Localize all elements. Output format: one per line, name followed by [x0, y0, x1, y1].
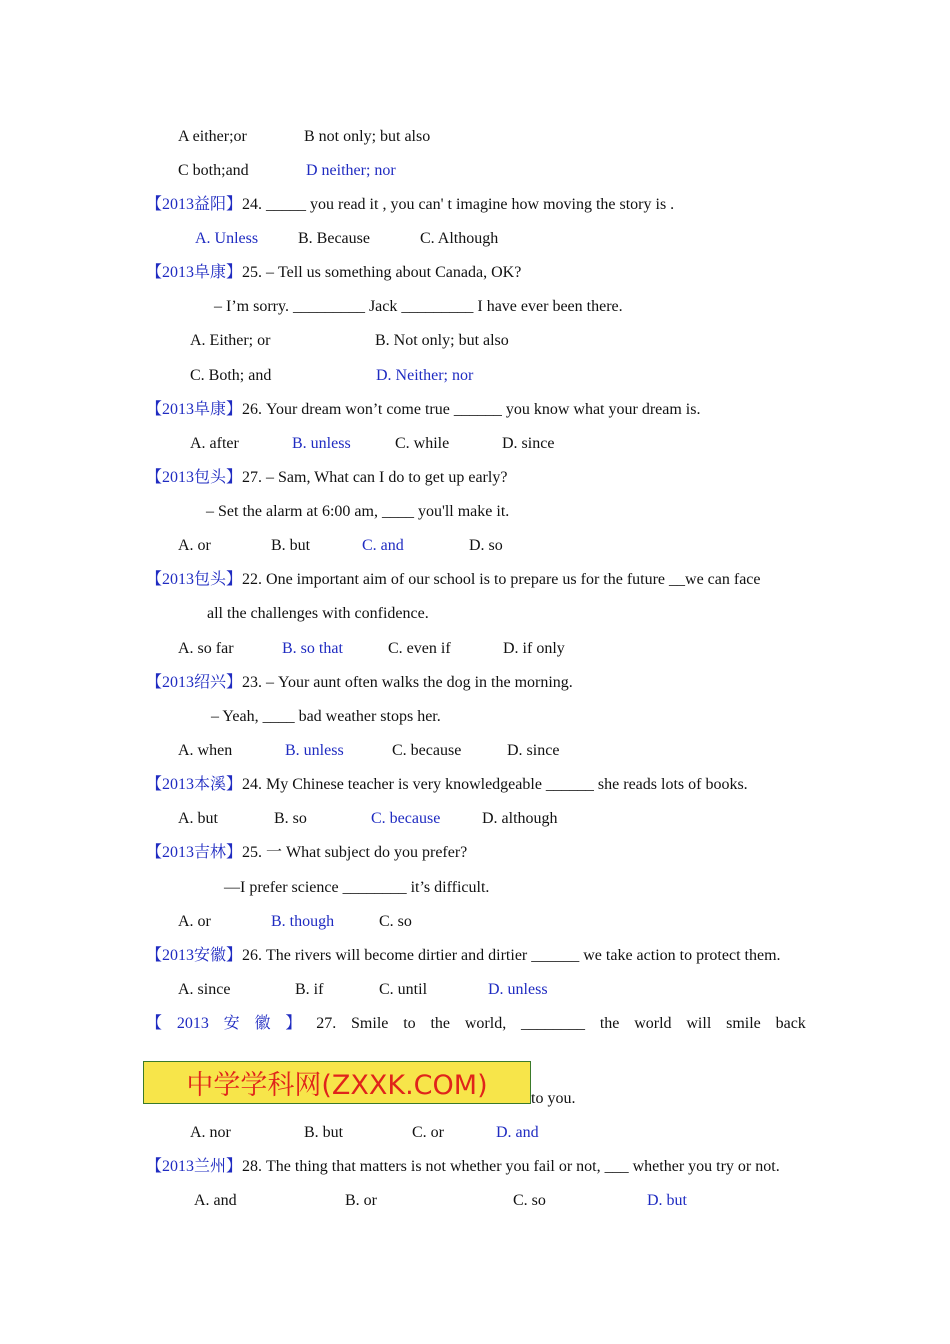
question-text: 25. – Tell us something about Canada, OK?: [242, 264, 522, 281]
option-a-answer: A. Unless: [195, 230, 259, 247]
question-word: world: [634, 1015, 672, 1032]
question-stem: [146, 843, 467, 863]
option-b: B. Because: [298, 230, 370, 247]
option-a: A. and: [194, 1192, 237, 1209]
option-b: B. but: [304, 1124, 344, 1141]
question-stem: [146, 673, 573, 693]
source-tag: 【2013本溪】: [146, 776, 243, 793]
source-tag-char: 安: [223, 1015, 240, 1032]
question-text: 24. My Chinese teacher is very knowledgeable ______ she reads lots of books.: [242, 776, 748, 793]
question-stem: [146, 1157, 780, 1177]
option-b: B. if: [295, 981, 324, 998]
question-blank: ________: [521, 1015, 586, 1032]
question-text: 26. Your dream won’t come true ______ you know what your dream is.: [242, 401, 701, 418]
question-line-2: – Yeah, ____ bad weather stops her.: [211, 708, 441, 725]
question-line-2: – I’m sorry. _________ Jack _________ I have ever been there.: [214, 298, 623, 315]
question-word: back: [775, 1015, 806, 1032]
option-c: C. while: [395, 435, 450, 452]
option-d: D. if only: [503, 640, 565, 657]
question-text: 23. – Your aunt often walks the dog in the morning.: [242, 674, 573, 691]
source-tag: 【2013包头】: [146, 469, 243, 486]
option-c: C both;and: [178, 162, 249, 179]
option-a: A. but: [178, 810, 218, 827]
question-stem: [146, 946, 781, 966]
question-line-2: all the challenges with confidence.: [207, 605, 429, 622]
source-tag: 【2013包头】: [146, 571, 243, 588]
question-word: world,: [464, 1015, 507, 1032]
option-c: C. Although: [420, 230, 499, 247]
question-text: 25. 一 What subject do you prefer?: [242, 844, 468, 861]
option-b: B not only; but also: [304, 128, 431, 145]
option-a: A. or: [178, 913, 211, 930]
option-a: A. Either; or: [190, 332, 271, 349]
question-text: 24. _____ you read it , you can' t imagine how moving the story is .: [242, 196, 675, 213]
question-stem: [146, 570, 761, 590]
question-stem: [146, 468, 507, 488]
option-d: D. so: [469, 537, 503, 554]
option-b-answer: B. so that: [282, 640, 343, 657]
option-d: D. although: [482, 810, 558, 827]
option-a: A. when: [178, 742, 233, 759]
question-word: 27.: [316, 1015, 337, 1032]
question-word: smile: [726, 1015, 761, 1032]
question-word: to: [403, 1015, 416, 1032]
question-stem-justified: [146, 1014, 806, 1034]
option-a: A. after: [190, 435, 239, 452]
source-tag: 【2013安徽】: [146, 947, 243, 964]
option-a: A. or: [178, 537, 211, 554]
option-c: C. so: [379, 913, 412, 930]
question-line-2: to you.: [531, 1090, 576, 1107]
source-tag: 【2013阜康】: [146, 401, 243, 418]
option-b: B. so: [274, 810, 307, 827]
source-tag-char: 徽: [254, 1015, 271, 1032]
question-word: Smile: [351, 1015, 389, 1032]
question-word: will: [686, 1015, 712, 1032]
option-b: B. Not only; but also: [375, 332, 509, 349]
option-c-answer: C. and: [362, 537, 404, 554]
option-d: D. since: [502, 435, 555, 452]
question-text: 28. The thing that matters is not whether you fail or not, ___ whether you try or not.: [242, 1158, 780, 1175]
source-tag: 【2013阜康】: [146, 264, 243, 281]
option-a: A. so far: [178, 640, 234, 657]
option-a: A either;or: [178, 128, 247, 145]
option-c-answer: C. because: [371, 810, 441, 827]
option-c: C. even if: [388, 640, 451, 657]
option-a: A. since: [178, 981, 231, 998]
option-b: B. or: [345, 1192, 377, 1209]
question-text: 27. – Sam, What can I do to get up early?: [242, 469, 508, 486]
question-stem: [146, 775, 748, 795]
question-word: the: [599, 1015, 620, 1032]
option-d-answer: D. but: [647, 1192, 687, 1209]
source-tag-bracket: 】: [285, 1015, 302, 1032]
option-b-answer: B. unless: [292, 435, 351, 452]
option-b: B. but: [271, 537, 311, 554]
source-tag: 【2013吉林】: [146, 844, 243, 861]
option-d-answer: D neither; nor: [306, 162, 396, 179]
question-word: the: [430, 1015, 451, 1032]
question-stem: [146, 195, 674, 215]
option-c: C. until: [379, 981, 428, 998]
source-tag: 【2013绍兴】: [146, 674, 243, 691]
question-text: 22. One important aim of our school is to prepare us for the future __we can face: [242, 571, 761, 588]
source-tag-bracket: 【: [146, 1015, 163, 1032]
watermark-logo: 中学学科网(ZXXK.COM): [143, 1061, 531, 1104]
option-b-answer: B. though: [271, 913, 335, 930]
question-stem: [146, 263, 521, 283]
option-b-answer: B. unless: [285, 742, 344, 759]
source-tag: 【2013兰州】: [146, 1158, 243, 1175]
option-d-answer: D. Neither; nor: [376, 367, 474, 384]
source-tag: 【2013益阳】: [146, 196, 243, 213]
option-d: D. since: [507, 742, 560, 759]
option-c: C. Both; and: [190, 367, 272, 384]
option-c: C. or: [412, 1124, 444, 1141]
option-c: C. so: [513, 1192, 546, 1209]
option-a: A. nor: [190, 1124, 231, 1141]
question-line-2: —I prefer science ________ it’s difficult.: [224, 879, 490, 896]
source-tag-year: 2013: [176, 1015, 209, 1032]
option-d-answer: D. unless: [488, 981, 548, 998]
option-d-answer: D. and: [496, 1124, 539, 1141]
question-line-2: – Set the alarm at 6:00 am, ____ you'll make it.: [206, 503, 510, 520]
question-text: 26. The rivers will become dirtier and dirtier ______ we take action to protect them.: [242, 947, 781, 964]
question-stem: [146, 400, 700, 420]
option-c: C. because: [392, 742, 462, 759]
